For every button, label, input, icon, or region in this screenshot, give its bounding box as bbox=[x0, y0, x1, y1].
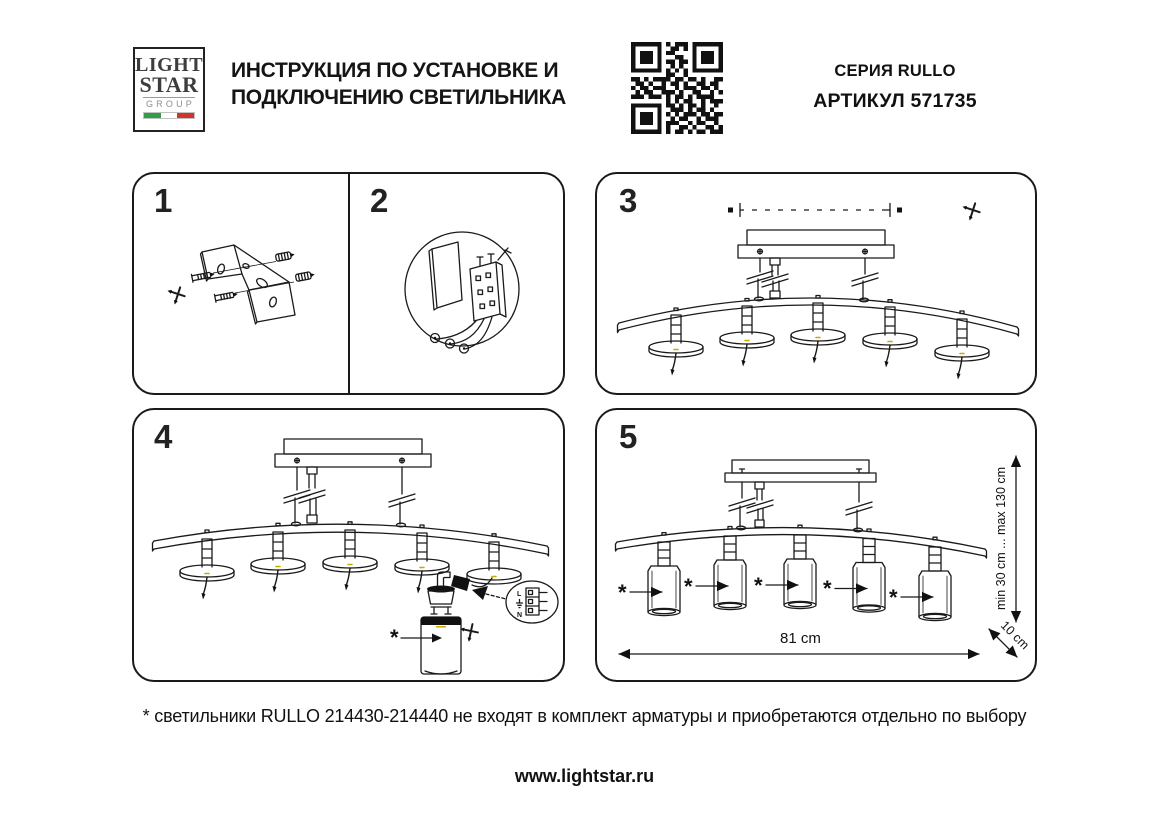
lamp-detail bbox=[421, 572, 461, 674]
depth-dimension-label: 10 cm bbox=[997, 618, 1032, 653]
asterisk-mark: * bbox=[390, 625, 399, 650]
terminal-label-n: N bbox=[517, 612, 523, 619]
step-number-3: 3 bbox=[619, 182, 638, 219]
title-line-1: ИНСТРУКЦИЯ ПО УСТАНОВКЕ И bbox=[231, 59, 559, 82]
panel-step-1-2 bbox=[132, 172, 565, 395]
diagram-step3-ceiling-mount bbox=[597, 174, 1035, 393]
article-label: АРТИКУЛ 571735 bbox=[813, 90, 977, 112]
ground-symbol bbox=[517, 600, 523, 608]
logo-word-group: GROUP bbox=[145, 99, 195, 109]
terminal-label-l: L bbox=[517, 591, 522, 598]
step-number-1: 1 bbox=[154, 182, 173, 219]
logo-word-light: LIGHT bbox=[135, 54, 204, 76]
height-dimension-label: min 30 cm ... max 130 cm bbox=[994, 466, 1008, 610]
italian-flag-stripe bbox=[143, 112, 195, 119]
panel-step-3 bbox=[595, 172, 1037, 395]
logo-divider bbox=[143, 97, 195, 98]
asterisk-mark: * bbox=[754, 573, 763, 598]
panel-step-4 bbox=[132, 408, 565, 682]
diagram-step1-bracket-and-step2-wiring bbox=[134, 174, 563, 393]
step-number-4: 4 bbox=[154, 418, 173, 455]
diagram-step4-lamp-connection bbox=[134, 410, 563, 680]
wiring-diagram bbox=[405, 232, 519, 353]
bracket-diagram bbox=[164, 245, 315, 324]
step-number-2: 2 bbox=[370, 182, 389, 219]
diagram-step5-assembled-dimensions bbox=[597, 410, 1035, 680]
series-label: СЕРИЯ RULLO bbox=[834, 62, 956, 80]
logo-word-star: STAR bbox=[139, 72, 199, 97]
footnote: * светильники RULLO 214430-214440 не входят в комплект арматуры и приобретаются отдельно по выбору bbox=[142, 706, 1027, 726]
lightstar-logo bbox=[133, 47, 205, 132]
page-title bbox=[231, 57, 566, 111]
asterisk-mark: * bbox=[684, 574, 693, 599]
product-info bbox=[770, 62, 1020, 113]
qr-code bbox=[631, 42, 723, 134]
website-url: www.lightstar.ru bbox=[514, 766, 655, 786]
terminal-detail bbox=[506, 581, 558, 623]
title-line-2: ПОДКЛЮЧЕНИЮ СВЕТИЛЬНИКА bbox=[231, 86, 566, 109]
width-dimension-label: 81 cm bbox=[780, 630, 821, 647]
step-number-5: 5 bbox=[619, 418, 638, 455]
asterisk-mark: * bbox=[889, 585, 898, 610]
panel-step-5 bbox=[595, 408, 1037, 682]
asterisk-mark: * bbox=[618, 580, 627, 605]
asterisk-mark: * bbox=[823, 576, 832, 601]
